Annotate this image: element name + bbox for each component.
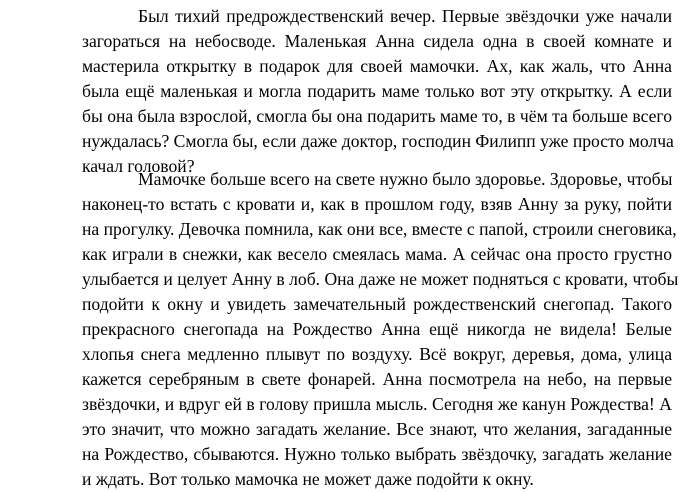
text-line: Был тихий предрождественский вечер. Первые звёздочки уже начали [138,6,672,26]
paragraph-1 [82,4,672,179]
text-line: на прогулку. Девочка помнила, как они все, вместе с папой, строили снеговика, [82,219,677,239]
text-line: на Рождество, сбываются. Нужно только выбрать звёздочку, загадать желание [82,444,672,464]
text-line: наконец-то встать с кровати и, как в прошлом году, взяв Анну за руку, пойти [82,194,672,214]
text-line: качал головой? [82,156,195,176]
text-line: бы она была взрослой, смогла бы она подарить маме то, в чём та больше всего [82,106,672,126]
paragraph-2 [82,167,679,492]
text-line: прекрасного снегопада на Рождество Анна ещё никогда не видела! Белые [82,319,672,339]
text-line: кажется серебряным в свете фонарей. Анна посмотрела на небо, на первые [82,369,672,389]
text-line: улыбается и целует Анну в лоб. Она даже не может подняться с кровати, чтобы [82,269,679,289]
text-line: нуждалась? Смогла бы, если даже доктор, господин Филипп уже просто молча [82,131,674,151]
text-line: хлопья снега медленно плывут по воздуху. Всё вокруг, деревья, дома, улица [82,344,672,364]
text-line: звёздочки, и вдруг ей в голову пришла мысль. Сегодня же канун Рождества! А [82,394,672,414]
text-line: была ещё маленькая и могла подарить маме только вот эту открытку. А если [82,81,672,101]
text-line: мастерила открытку в подарок для своей мамочки. Ах, как жаль, что Анна [82,56,672,76]
text-line: как играли в снежки, как весело смеялась мама. А сейчас она просто грустно [82,244,672,264]
text-line: подойти к окну и увидеть замечательный рождественский снегопад. Такого [82,294,672,314]
text-line: загораться на небосводе. Маленькая Анна сидела одна в своей комнате и [82,31,672,51]
text-line: Мамочке больше всего на свете нужно было здоровье. Здоровье, чтобы [138,169,673,189]
text-line: и ждать. Вот только мамочка не может даже подойти к окну. [82,469,534,489]
text-line: это значит, что можно загадать желание. Все знают, что желания, загаданные [82,419,672,439]
